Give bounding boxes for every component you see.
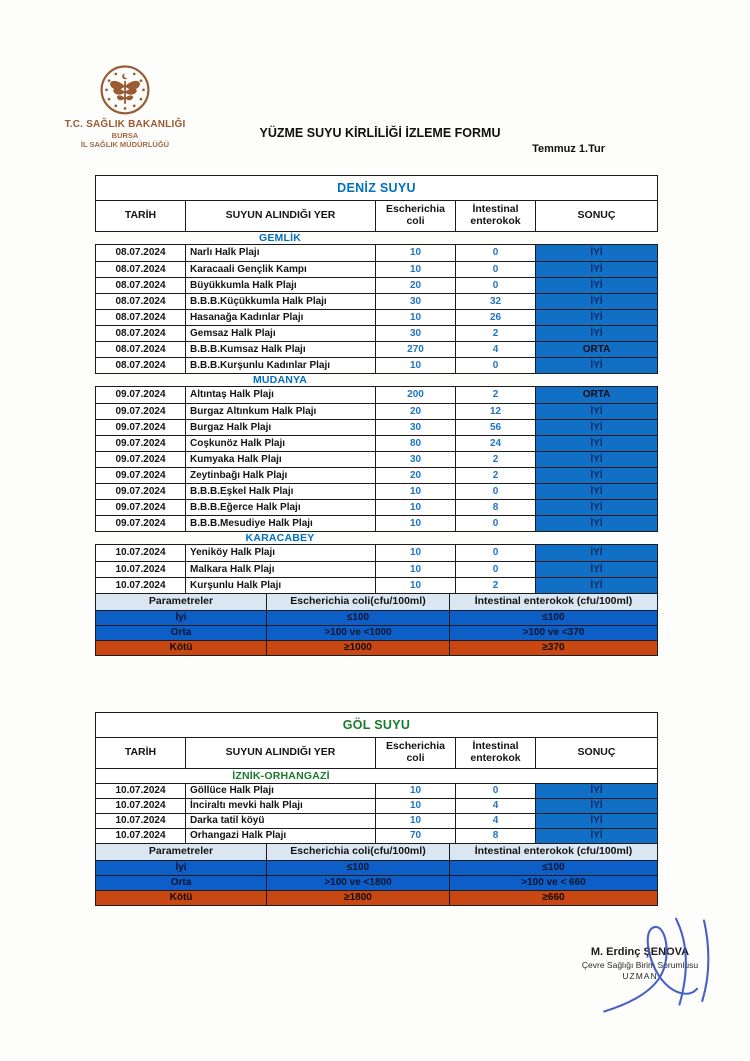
entero-value-cell: 0 (456, 245, 536, 261)
legend-ecoli-cell: ≥1800 (267, 891, 450, 905)
entero-value-cell: 0 (456, 562, 536, 577)
place-cell: Darka tatil köyü (186, 814, 376, 828)
place-cell: Hasanağa Kadınlar Plajı (186, 310, 376, 325)
legend-entero-cell: ≤100 (542, 862, 565, 874)
place-cell: B.B.B.Kumsaz Halk Plajı (186, 342, 376, 357)
signatory-role: Çevre Sağlığı Birim Sorumlusu (581, 960, 699, 970)
table-block (95, 712, 658, 906)
section-label-row (96, 768, 657, 783)
entero-value-cell: 56 (456, 420, 536, 435)
result-cell: İYİ (536, 799, 657, 813)
result-cell: ORTA (536, 342, 657, 357)
table-row (96, 783, 657, 798)
ecoli-value-cell: 30 (376, 294, 456, 309)
table-row (96, 435, 657, 451)
ecoli-value-cell: 10 (376, 784, 456, 798)
section-label: GEMLİK (258, 232, 302, 244)
entero-value-cell: 26 (456, 310, 536, 325)
legend-label-cell: Kötü (96, 891, 267, 905)
table-row (96, 341, 657, 357)
ecoli-value-cell: 10 (376, 562, 456, 577)
place-header: SUYUN ALINDIĞI YER (186, 738, 376, 768)
legend-header-row (96, 593, 657, 610)
table-title: GÖL SUYU (342, 718, 411, 732)
table-row (96, 357, 657, 373)
date-cell: 09.07.2024 (96, 484, 186, 499)
place-cell: Göllüce Halk Plajı (186, 784, 376, 798)
legend-entero-cell: >100 ve < 660 (521, 877, 586, 889)
result-header: SONUÇ (577, 746, 616, 759)
table-block (95, 544, 658, 656)
legend-header-cell: Parametreler (96, 594, 267, 610)
table-row (96, 561, 657, 577)
place-cell: Kumyaka Halk Plajı (186, 452, 376, 467)
table-row (96, 387, 657, 403)
result-cell: İYİ (536, 829, 657, 843)
ecoli-value-cell: 10 (376, 484, 456, 499)
entero-value-cell: 0 (456, 484, 536, 499)
date-cell: 10.07.2024 (96, 799, 186, 813)
ecoli-value-cell: 270 (376, 342, 456, 357)
entero-value-cell: 24 (456, 436, 536, 451)
place-cell: Narlı Halk Plajı (186, 245, 376, 261)
entero-value-cell: 2 (456, 387, 536, 403)
place-cell: B.B.B.Kurşunlu Kadınlar Plajı (186, 358, 376, 373)
date-header: TARİH (96, 738, 186, 768)
section-label: MUDANYA (252, 374, 308, 386)
legend-entero-cell: ≥660 (542, 892, 565, 904)
sea-water-table (95, 175, 658, 656)
section-label: İZNİK-ORHANGAZİ (232, 770, 330, 782)
table-block (95, 175, 658, 232)
entero-value-cell: 2 (456, 326, 536, 341)
column-header-row (96, 200, 657, 231)
table-row (96, 798, 657, 813)
date-cell: 08.07.2024 (96, 245, 186, 261)
ecoli-value-cell: 30 (376, 326, 456, 341)
place-cell: Coşkunöz Halk Plajı (186, 436, 376, 451)
result-cell: İYİ (536, 814, 657, 828)
ecoli-value-cell: 20 (376, 404, 456, 419)
date-cell: 08.07.2024 (96, 294, 186, 309)
legend-ecoli-cell: ≤100 (267, 611, 450, 625)
section-label-row (95, 232, 658, 244)
ecoli-value-cell: 30 (376, 420, 456, 435)
ministry-of-health-emblem-icon (98, 62, 152, 116)
ecoli-value-cell: 10 (376, 500, 456, 515)
table-row (96, 245, 657, 261)
ecoli-value-cell: 200 (376, 387, 456, 403)
ecoli-header: Escherichia coli (376, 201, 456, 231)
table-row (96, 309, 657, 325)
entero-header: İntestinal enterokok (456, 738, 536, 768)
date-cell: 08.07.2024 (96, 326, 186, 341)
signatory-rank: UZMAN (622, 971, 658, 981)
place-cell: Yeniköy Halk Plajı (186, 545, 376, 561)
date-cell: 10.07.2024 (96, 578, 186, 593)
section-label-row (95, 532, 658, 544)
ecoli-value-cell: 10 (376, 578, 456, 593)
date-cell: 09.07.2024 (96, 516, 186, 531)
entero-value-cell: 0 (456, 262, 536, 277)
entero-value-cell: 2 (456, 452, 536, 467)
table-row (96, 515, 657, 531)
place-cell: B.B.B.Eğerce Halk Plajı (186, 500, 376, 515)
ecoli-value-cell: 20 (376, 468, 456, 483)
result-header: SONUÇ (577, 209, 616, 222)
legend-ecoli-cell: ≤100 (267, 861, 450, 875)
entero-value-cell: 12 (456, 404, 536, 419)
ecoli-value-cell: 10 (376, 814, 456, 828)
legend-label-cell: Orta (96, 626, 267, 640)
place-cell: Orhangazi Halk Plajı (186, 829, 376, 843)
legend-label-cell: Kötü (96, 641, 267, 655)
place-cell: Burgaz Altınkum Halk Plajı (186, 404, 376, 419)
result-cell: İYİ (536, 358, 657, 373)
legend-header-cell: Escherichia coli(cfu/100ml) (267, 594, 450, 610)
table-row (96, 293, 657, 309)
date-cell: 08.07.2024 (96, 310, 186, 325)
legend-entero-cell: ≤100 (542, 612, 565, 624)
legend-header-cell: İntestinal enterokok (cfu/100ml) (474, 595, 633, 608)
legend-label-cell: İyi (96, 611, 267, 625)
place-cell: Altıntaş Halk Plajı (186, 387, 376, 403)
legend-ecoli-cell: >100 ve <1000 (267, 626, 450, 640)
legend-row (96, 890, 657, 905)
result-cell: İYİ (536, 310, 657, 325)
place-cell: İnciraltı mevki halk Plajı (186, 799, 376, 813)
place-cell: B.B.B.Küçükkumla Halk Plajı (186, 294, 376, 309)
result-cell: İYİ (536, 294, 657, 309)
ecoli-value-cell: 10 (376, 262, 456, 277)
result-cell: İYİ (536, 545, 657, 561)
ecoli-value-cell: 80 (376, 436, 456, 451)
result-cell: İYİ (536, 784, 657, 798)
legend-row (96, 860, 657, 875)
place-cell: Gemsaz Halk Plajı (186, 326, 376, 341)
date-cell: 09.07.2024 (96, 404, 186, 419)
legend-label-cell: İyi (96, 861, 267, 875)
entero-value-cell: 0 (456, 784, 536, 798)
entero-value-cell: 32 (456, 294, 536, 309)
ecoli-value-cell: 30 (376, 452, 456, 467)
place-header: SUYUN ALINDIĞI YER (186, 201, 376, 231)
date-cell: 10.07.2024 (96, 784, 186, 798)
legend-entero-cell: ≥370 (542, 642, 565, 654)
result-cell: İYİ (536, 562, 657, 577)
table-row (96, 467, 657, 483)
result-cell: İYİ (536, 420, 657, 435)
date-cell: 09.07.2024 (96, 436, 186, 451)
place-cell: B.B.B.Mesudiye Halk Plajı (186, 516, 376, 531)
result-cell: İYİ (536, 484, 657, 499)
legend-label-cell: Orta (96, 876, 267, 890)
result-cell: İYİ (536, 278, 657, 293)
section-label: KARACABEY (245, 532, 315, 544)
table-row (96, 325, 657, 341)
date-cell: 08.07.2024 (96, 358, 186, 373)
legend-header-cell: Parametreler (96, 844, 267, 860)
table-row (96, 545, 657, 561)
table-block (95, 386, 658, 532)
directorate-name: İL SAĞLIK MÜDÜRLÜĞÜ (80, 140, 170, 149)
date-cell: 09.07.2024 (96, 468, 186, 483)
place-cell: B.B.B.Eşkel Halk Plajı (186, 484, 376, 499)
legend-row (96, 875, 657, 890)
result-cell: ORTA (536, 387, 657, 403)
date-header: TARİH (96, 201, 186, 231)
result-cell: İYİ (536, 500, 657, 515)
ecoli-value-cell: 10 (376, 310, 456, 325)
entero-value-cell: 0 (456, 358, 536, 373)
ecoli-value-cell: 70 (376, 829, 456, 843)
ecoli-value-cell: 10 (376, 358, 456, 373)
column-header-row (96, 737, 657, 768)
signature-block (540, 946, 740, 981)
section-label-row (95, 374, 658, 386)
date-cell: 09.07.2024 (96, 387, 186, 403)
result-cell: İYİ (536, 468, 657, 483)
table-row (96, 419, 657, 435)
table-block (95, 244, 658, 374)
entero-value-cell: 4 (456, 814, 536, 828)
date-cell: 09.07.2024 (96, 500, 186, 515)
result-cell: İYİ (536, 452, 657, 467)
date-cell: 10.07.2024 (96, 814, 186, 828)
entero-value-cell: 8 (456, 500, 536, 515)
form-title: YÜZME SUYU KİRLİLİĞİ İZLEME FORMU (259, 126, 501, 140)
result-cell: İYİ (536, 245, 657, 261)
place-cell: Zeytinbağı Halk Plajı (186, 468, 376, 483)
place-cell: Büyükkumla Halk Plajı (186, 278, 376, 293)
date-cell: 09.07.2024 (96, 452, 186, 467)
table-title: DENİZ SUYU (337, 181, 416, 195)
date-cell: 10.07.2024 (96, 829, 186, 843)
place-cell: Burgaz Halk Plajı (186, 420, 376, 435)
table-row (96, 813, 657, 828)
table-row (96, 403, 657, 419)
table-row (96, 577, 657, 593)
ecoli-value-cell: 10 (376, 799, 456, 813)
ecoli-value-cell: 10 (376, 545, 456, 561)
legend-entero-cell: >100 ve <370 (522, 627, 585, 639)
lake-water-table (95, 712, 658, 906)
legend-header-row (96, 843, 657, 860)
province-name: BURSA (111, 131, 139, 140)
date-cell: 10.07.2024 (96, 545, 186, 561)
legend-row (96, 610, 657, 625)
ecoli-value-cell: 20 (376, 278, 456, 293)
date-cell: 08.07.2024 (96, 342, 186, 357)
place-cell: Kurşunlu Halk Plajı (186, 578, 376, 593)
table-row (96, 483, 657, 499)
result-cell: İYİ (536, 436, 657, 451)
entero-value-cell: 2 (456, 578, 536, 593)
legend-header-cell: Escherichia coli(cfu/100ml) (267, 844, 450, 860)
entero-value-cell: 0 (456, 516, 536, 531)
table-row (96, 277, 657, 293)
ministry-name: T.C. SAĞLIK BAKANLIĞI (64, 119, 186, 130)
ecoli-value-cell: 10 (376, 245, 456, 261)
entero-value-cell: 8 (456, 829, 536, 843)
table-row (96, 451, 657, 467)
entero-value-cell: 0 (456, 545, 536, 561)
table-row (96, 499, 657, 515)
signatory-name: M. Erdinç ŞENOVA (590, 946, 690, 958)
result-cell: İYİ (536, 404, 657, 419)
legend-header-cell: İntestinal enterokok (cfu/100ml) (474, 845, 633, 858)
entero-value-cell: 4 (456, 342, 536, 357)
legend-row (96, 640, 657, 655)
entero-header: İntestinal enterokok (456, 201, 536, 231)
legend-ecoli-cell: ≥1000 (267, 641, 450, 655)
result-cell: İYİ (536, 326, 657, 341)
result-cell: İYİ (536, 516, 657, 531)
table-row (96, 828, 657, 843)
entero-value-cell: 0 (456, 278, 536, 293)
result-cell: İYİ (536, 262, 657, 277)
table-row (96, 261, 657, 277)
legend-row (96, 625, 657, 640)
monitoring-period: Temmuz 1.Tur (532, 143, 605, 155)
date-cell: 09.07.2024 (96, 420, 186, 435)
ecoli-header: Escherichia coli (376, 738, 456, 768)
legend-ecoli-cell: >100 ve <1800 (267, 876, 450, 890)
date-cell: 10.07.2024 (96, 562, 186, 577)
entero-value-cell: 2 (456, 468, 536, 483)
result-cell: İYİ (536, 578, 657, 593)
ecoli-value-cell: 10 (376, 516, 456, 531)
date-cell: 08.07.2024 (96, 278, 186, 293)
date-cell: 08.07.2024 (96, 262, 186, 277)
place-cell: Malkara Halk Plajı (186, 562, 376, 577)
place-cell: Karacaali Gençlik Kampı (186, 262, 376, 277)
entero-value-cell: 4 (456, 799, 536, 813)
